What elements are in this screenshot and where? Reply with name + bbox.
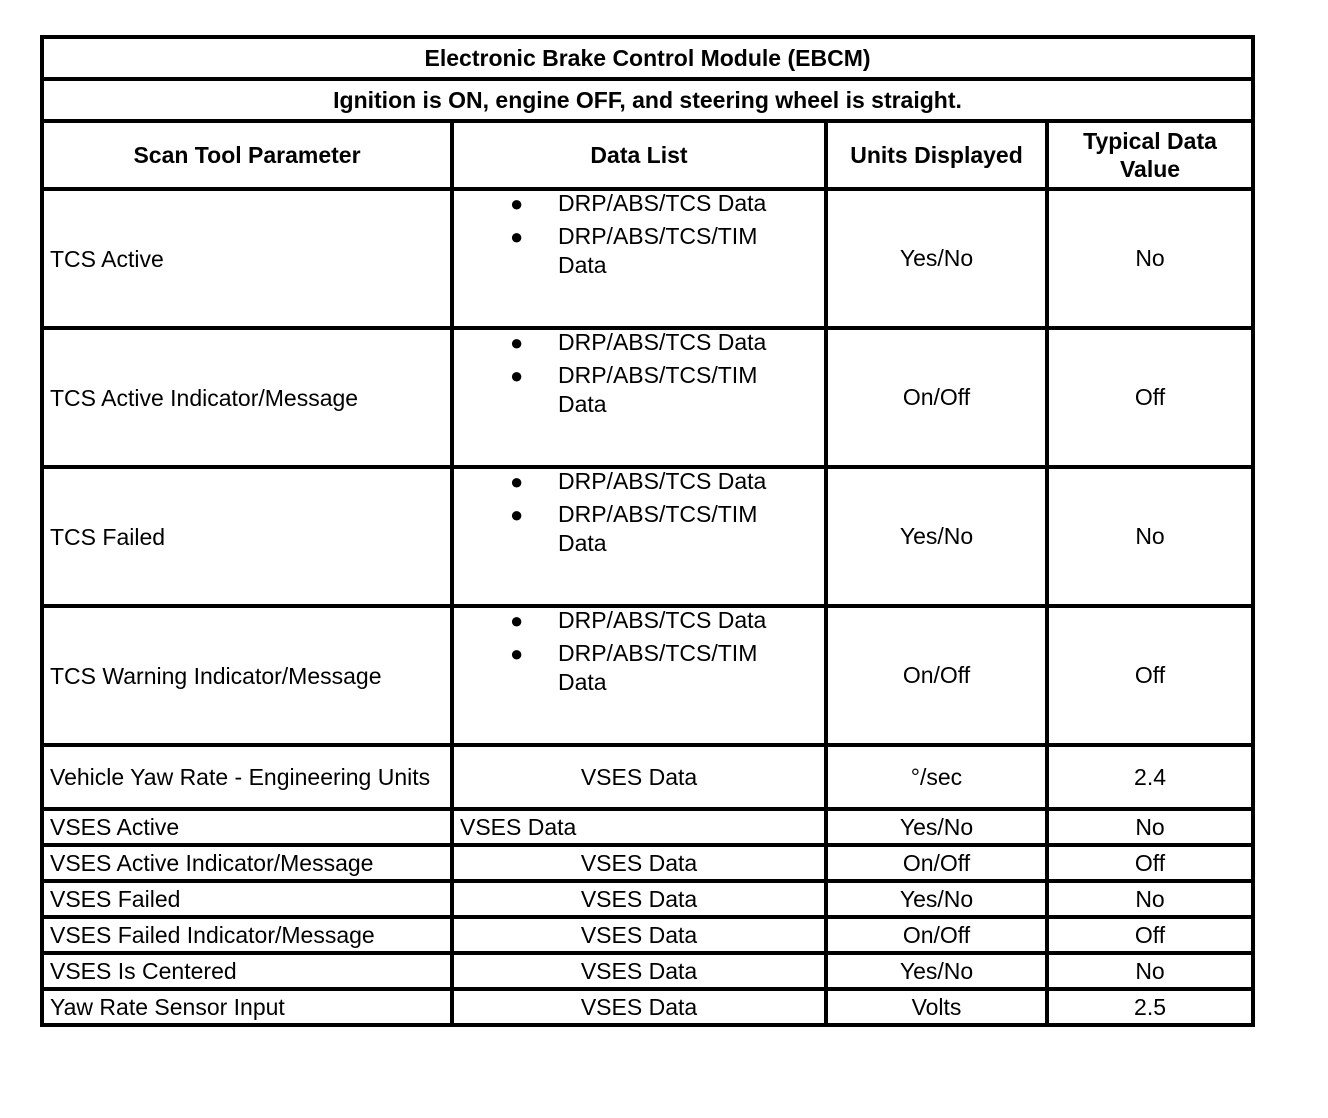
parameter-cell: TCS Failed [42,467,452,606]
units-cell: Yes/No [826,467,1047,606]
table-row [42,845,1253,881]
bullet-icon: ● [510,330,524,355]
data-list [454,467,824,558]
data-list [454,328,824,419]
title-row [42,37,1253,79]
typical-value-cell: 2.5 [1047,989,1253,1025]
units-cell: °/sec [826,745,1047,809]
bullet-icon: ● [510,608,524,633]
parameter-cell: VSES Active [42,809,452,845]
typical-value-cell: 2.4 [1047,745,1253,809]
units-cell: On/Off [826,845,1047,881]
data-list-cell: VSES Data [452,745,826,809]
units-cell: Yes/No [826,189,1047,328]
header-units: Units Displayed [826,121,1047,189]
parameter-cell: Vehicle Yaw Rate - Engineering Units [42,745,452,809]
list-item: ● DRP/ABS/TCS/TIM Data [510,640,758,695]
header-typical-value [1047,121,1253,189]
list-item: ● DRP/ABS/TCS Data [510,607,767,633]
units-cell: Volts [826,989,1047,1025]
bullet-icon: ● [510,191,524,216]
list-item: ● DRP/ABS/TCS/TIM Data [510,501,758,556]
units-cell: On/Off [826,917,1047,953]
table-row [42,189,1253,328]
parameter-cell: TCS Active Indicator/Message [42,328,452,467]
data-list-cell [452,467,826,606]
bullet-icon: ● [510,469,524,494]
data-list-cell: VSES Data [452,845,826,881]
typical-value-cell: No [1047,809,1253,845]
units-cell: On/Off [826,606,1047,745]
table-row [42,606,1253,745]
bullet-icon: ● [510,641,524,666]
bullet-icon: ● [510,224,524,249]
typical-value-cell: No [1047,881,1253,917]
table-row [42,467,1253,606]
table-row [42,953,1253,989]
table-title: Electronic Brake Control Module (EBCM) [42,37,1253,79]
table-row [42,328,1253,467]
table-condition: Ignition is ON, engine OFF, and steering wheel is straight. [42,79,1253,121]
data-list [454,189,824,280]
table-row [42,809,1253,845]
bullet-icon: ● [510,363,524,388]
table-row [42,989,1253,1025]
table-row [42,881,1253,917]
parameter-cell: TCS Warning Indicator/Message [42,606,452,745]
table-row [42,917,1253,953]
units-cell: Yes/No [826,881,1047,917]
data-list [454,606,824,697]
units-cell: On/Off [826,328,1047,467]
list-item: ● DRP/ABS/TCS Data [510,468,767,494]
condition-row [42,79,1253,121]
parameter-cell: TCS Active [42,189,452,328]
typical-value-cell: Off [1047,845,1253,881]
typical-value-cell: No [1047,953,1253,989]
typical-value-cell: No [1047,467,1253,606]
data-list-cell: VSES Data [452,881,826,917]
list-item: ● DRP/ABS/TCS Data [510,329,767,355]
parameter-cell: Yaw Rate Sensor Input [42,989,452,1025]
typical-value-cell: Off [1047,917,1253,953]
parameter-cell: VSES Active Indicator/Message [42,845,452,881]
header-data-list: Data List [452,121,826,189]
bullet-icon: ● [510,502,524,527]
list-item: ● DRP/ABS/TCS/TIM Data [510,362,758,417]
parameter-cell: VSES Is Centered [42,953,452,989]
data-list-cell: VSES Data [452,917,826,953]
data-list-cell [452,189,826,328]
ebcm-data-table [40,35,1255,1027]
parameter-cell: VSES Failed Indicator/Message [42,917,452,953]
typical-value-cell: Off [1047,328,1253,467]
parameter-cell: VSES Failed [42,881,452,917]
header-row [42,121,1253,189]
data-list-cell: VSES Data [452,989,826,1025]
table-row [42,745,1253,809]
typical-value-cell: No [1047,189,1253,328]
data-list-cell: VSES Data [452,809,826,845]
units-cell: Yes/No [826,809,1047,845]
header-typical-value-text: Typical Data Value [1083,128,1217,182]
typical-value-cell: Off [1047,606,1253,745]
data-list-cell: VSES Data [452,953,826,989]
data-list-cell [452,328,826,467]
list-item: ● DRP/ABS/TCS Data [510,190,767,216]
header-parameter: Scan Tool Parameter [42,121,452,189]
data-list-cell [452,606,826,745]
list-item: ● DRP/ABS/TCS/TIM Data [510,223,758,278]
units-cell: Yes/No [826,953,1047,989]
